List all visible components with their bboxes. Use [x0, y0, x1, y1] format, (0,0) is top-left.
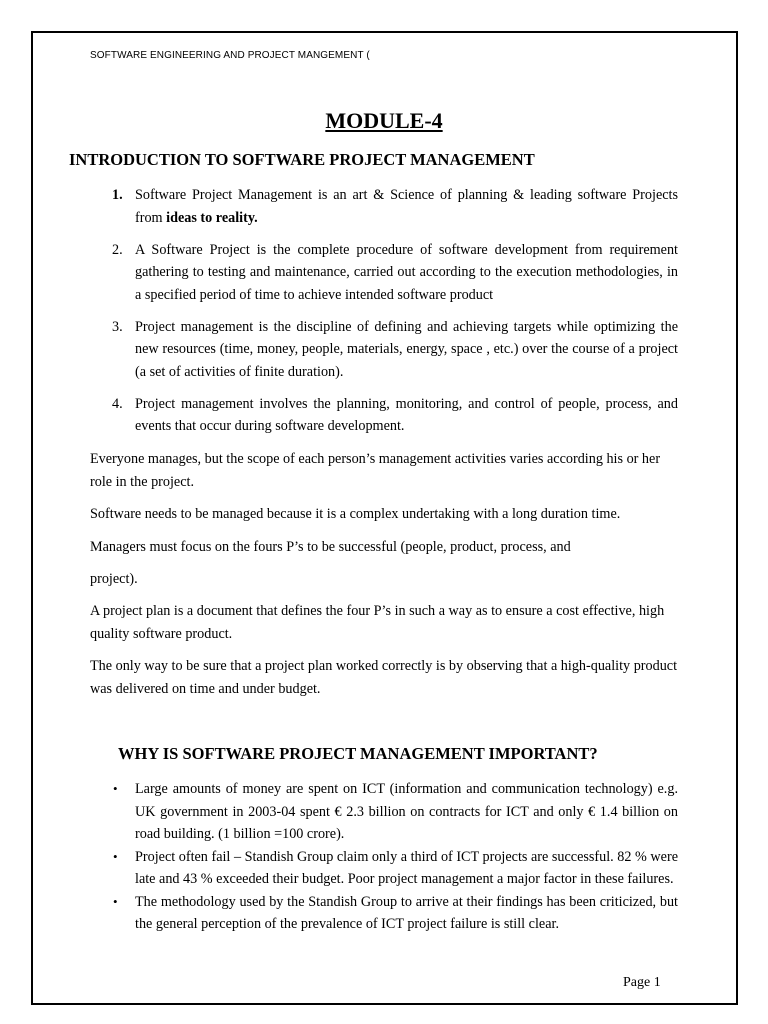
module-title: MODULE-4	[325, 108, 443, 133]
list-number: 3.	[112, 318, 123, 335]
list-item	[90, 393, 678, 438]
list-item-text: The methodology used by the Standish Group to arrive at their findings has been criticized, but the general perception of the prevalence of ICT project failure is still clear.	[135, 893, 678, 932]
page-number: Page 1	[623, 975, 661, 990]
list-item	[90, 184, 678, 229]
list-item-text: A Software Project is the complete procedure of software development from requirement gathering to testing and maintenance, carried out according to the execution methodologies, in a specified period of time to achieve intended software product	[135, 241, 678, 303]
bullet-icon: •	[113, 781, 118, 796]
list-item	[90, 891, 678, 936]
paragraph: project).	[90, 571, 138, 587]
list-item-text: Project often fail – Standish Group claim only a third of ICT projects are successful. 82 % were late and 43 % exceeded their budget. Poor project management a major factor in these failures.	[135, 848, 678, 887]
paragraph: Managers must focus on the fours P’s to be successful (people, product, process, and	[90, 539, 571, 555]
list-item-text: Project management is the discipline of defining and achieving targets while optimizing the new resources (time, money, people, materials, energy, space , etc.) over the course of a project (a set of activities of finite duration).	[135, 318, 678, 380]
list-item-text: Software Project Management is an art & Science of planning & leading software Projects from	[135, 187, 678, 226]
bullet-icon: •	[113, 893, 118, 909]
numbered-list	[90, 184, 678, 447]
paragraph: Everyone manages, but the scope of each person’s management activities varies according his or her role in the project.	[90, 451, 661, 490]
list-item	[90, 316, 678, 384]
bullet-icon: •	[113, 848, 118, 864]
list-item-text: Project management involves the planning, monitoring, and control of people, process, and events that occur during software development.	[135, 395, 678, 434]
section-title-introduction: INTRODUCTION TO SOFTWARE PROJECT MANAGEMENT	[69, 150, 535, 169]
list-number: 1.	[112, 187, 123, 203]
list-item	[90, 239, 678, 307]
list-number: 4.	[112, 395, 123, 412]
bullet-list	[90, 778, 678, 936]
section-title-importance: WHY IS SOFTWARE PROJECT MANAGEMENT IMPORTANT?	[118, 744, 598, 763]
paragraph: A project plan is a document that defines the four P’s in such a way as to ensure a cost effective, high quality software product.	[90, 603, 665, 642]
list-item-bold-text: ideas to reality.	[166, 209, 258, 226]
list-number: 2.	[112, 241, 123, 258]
list-item	[90, 846, 678, 891]
running-header: SOFTWARE ENGINEERING AND PROJECT MANGEMENT (	[90, 50, 370, 61]
paragraph: The only way to be sure that a project plan worked correctly is by observing that a high-quality product was delivered on time and under budget.	[90, 658, 678, 697]
list-item	[90, 778, 678, 846]
list-item-text: Large amounts of money are spent on ICT (information and communication technology) e.g. UK government in 2003-04 spent € 2.3 billion on contracts for ICT and only € 1.4 billion on road building. (1 billion =100 crore).	[135, 781, 678, 842]
paragraph: Software needs to be managed because it is a complex undertaking with a long duration time.	[90, 506, 621, 522]
